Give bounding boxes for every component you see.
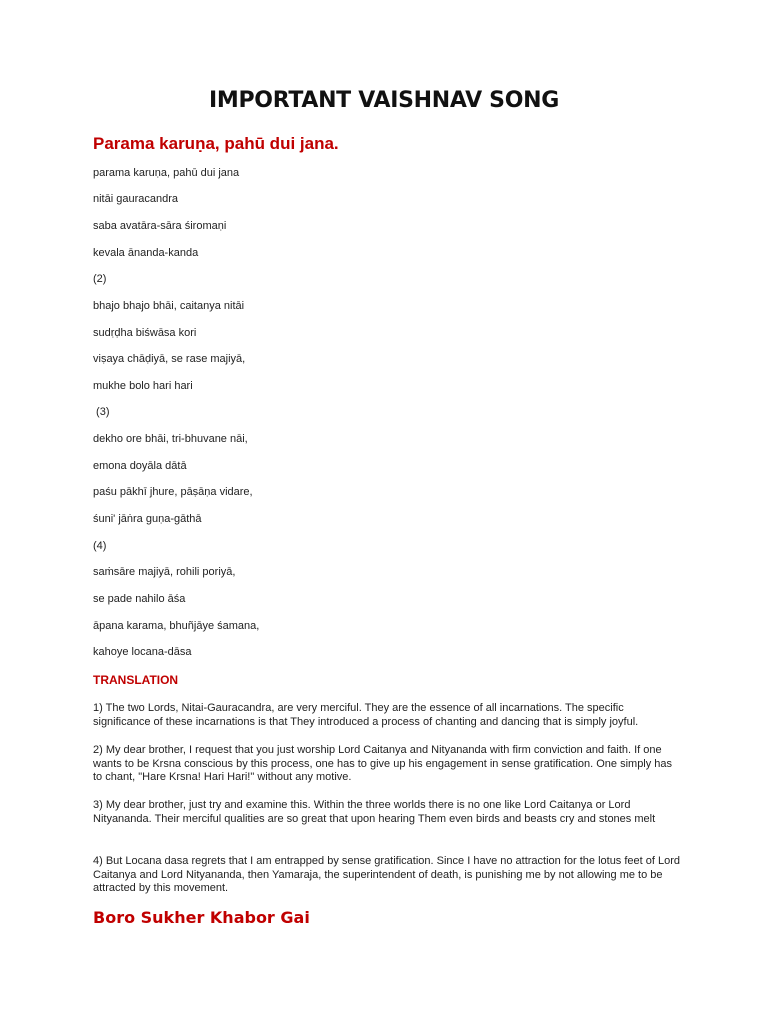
translation-paragraph: 2) My dear brother, I request that you just worship Lord Caitanya and Nityananda with firm conviction and faith. If one wants to be Krsna conscious by this process, one has to give up his engagement in sense gratification. One simply has to chant, "Hare Krsna! Hari Hari!" without any motive. (93, 744, 673, 783)
verse-number: (2) (93, 273, 107, 285)
translation-paragraph: 3) My dear brother, just try and examine this. Within the three worlds there is no one like Lord Caitanya or Lord Nityananda. Their merciful qualities are so great that upon hearing Them even birds and beasts cry and stones melt (93, 799, 656, 825)
verse-line: nitāi gauracandra (93, 193, 179, 205)
verse-line: se pade nahilo āśa (93, 593, 186, 605)
verse-line: saṁsāre majiyā, rohili poriyā, (93, 566, 236, 578)
verse-line: saba avatāra-sāra śiromaṇi (93, 220, 227, 232)
verse-line: āpana karama, bhuñjāye śamana, (93, 620, 260, 632)
verse-number: (3) (93, 406, 110, 418)
verse-line: mukhe bolo hari hari (93, 380, 193, 392)
verse-line: śuni' jāṅra guṇa-gāthā (93, 513, 202, 525)
verse-line: bhajo bhajo bhāi, caitanya nitāi (93, 300, 245, 312)
translation-heading: TRANSLATION (93, 673, 179, 687)
song-title: Parama karuṇa, pahū dui jana. (93, 134, 339, 153)
verse-line: kevala ānanda-kanda (93, 247, 199, 259)
verse-number: (4) (93, 540, 107, 552)
translation-paragraph: 4) But Locana dasa regrets that I am entrapped by sense gratification. Since I have no attraction for the lotus feet of Lord Caitanya and Lord Nityananda, then Yamaraja, the superintendent of death, is punishing me by not allowing me to be attracted by this movement. (93, 855, 681, 894)
next-song-title: Boro Sukher Khabor Gai (93, 908, 310, 927)
verse-line: paśu pākhī jhure, pāṣāṇa vidare, (93, 486, 253, 498)
verse-line: kahoye locana-dāsa (93, 646, 192, 658)
verse-line: viṣaya chāḍiyā, se rase majiyā, (93, 353, 246, 365)
page-title: IMPORTANT VAISHNAV SONG (208, 88, 559, 113)
verse-line: dekho ore bhāi, tri-bhuvane nāi, (93, 433, 248, 445)
translation-paragraph: 1) The two Lords, Nitai-Gauracandra, are very merciful. They are the essence of all incarnations. The specific significance of these incarnations is that They introduced a process of chanting and dancing that is simply joyful. (93, 702, 639, 728)
verse-line: sudṛḍha biśwāsa kori (93, 327, 197, 339)
verse-line: parama karuṇa, pahū dui jana (93, 167, 240, 179)
verse-line: emona doyāla dātā (93, 460, 187, 472)
